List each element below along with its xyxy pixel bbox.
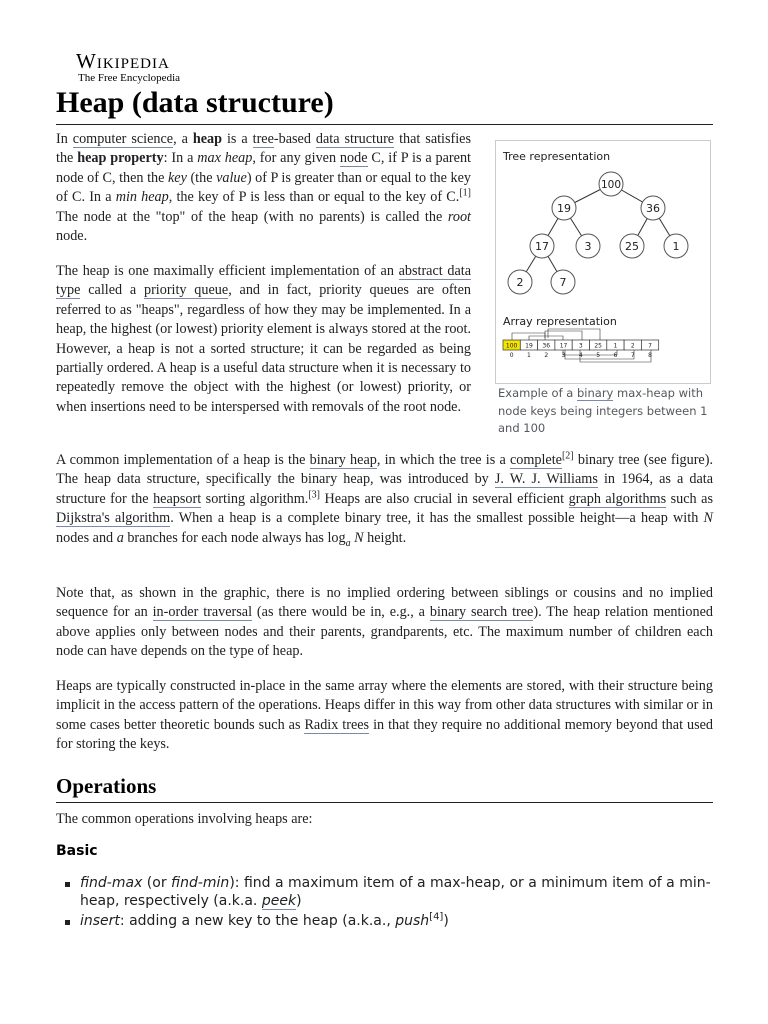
link-williams[interactable]: J. W. J. Williams <box>494 471 598 488</box>
tree-node-19 <box>552 196 576 220</box>
section-heading-operations: Operations <box>56 774 157 798</box>
array-index-2: 2 <box>544 352 549 359</box>
operations-intro: The common operations involving heaps are: <box>56 811 313 827</box>
citation-3[interactable]: [3] <box>308 489 320 501</box>
operations-list <box>80 875 713 934</box>
array-index-5: 5 <box>596 352 601 359</box>
intro-paragraph-2: The heap is one maximally efficient implementation of an abstract data type called a priority queue, and in fact, priority queues are often referred to as "heaps", regardless of how they may be implemented. In a heap, the highest (or lowest) priority element is always stored at the root. However, a heap is not a sorted structure; it can be regarded as being partially ordered. A heap is a useful data structure when it is necessary to repeatedly remove the object with the highest (or lowest) priority, or when insertions need to be interspersed with removals of the root node. <box>56 263 471 415</box>
tree-node-100 <box>599 172 623 196</box>
array-index-0: 0 <box>509 352 514 359</box>
subsection-heading-basic: Basic <box>56 843 98 859</box>
intro-paragraph-3: A common implementation of a heap is the binary heap, in which the tree is a complete[2] binary tree (see figure). The heap data structure, specifically the binary heap, was introduced by J. W. J. Williams in 1964, as a data structure for the heapsort sorting algorithm.[3] Heaps are also crucial in several efficient graph algorithms such as Dijkstra's algorithm. When a heap is a complete binary tree, it has the smallest possible height—a heap with N nodes and a branches for each node always has $\log_a N$ height. <box>56 450 714 549</box>
array-representation-label: Array representation <box>503 315 617 328</box>
array-index-8: 8 <box>648 352 652 359</box>
intro-paragraph-4: Note that, as shown in the graphic, there is no implied ordering between siblings or cousins and no implied sequence for an in-order traversal (as there would be in, e.g., a binary search tree). The heap relation mentioned above applies only between nodes and their parents, grandparents, etc. The maximum number of children each node can have depends on the type of heap. <box>56 585 713 660</box>
svg-text:25: 25 <box>625 240 639 253</box>
tree-node-3 <box>576 234 600 258</box>
section-divider <box>56 802 713 803</box>
wikipedia-logo[interactable] <box>76 50 180 85</box>
tree-node-2 <box>508 270 532 294</box>
array-value-3: 17 <box>559 342 568 350</box>
link-peek[interactable]: peek <box>261 892 297 909</box>
heap-figure[interactable] <box>495 140 711 384</box>
list-item: find-max (or find-min): find a maximum item of a max-heap, or a minimum item of a min-heap, respectively (a.k.a. peek) <box>80 875 713 910</box>
array-index-4: 4 <box>578 352 583 359</box>
link-binary-search-tree[interactable]: binary search tree <box>429 604 534 621</box>
link-complete[interactable]: complete <box>509 452 562 468</box>
link-graph-algorithms[interactable]: graph algorithms <box>568 490 667 507</box>
heap-diagram <box>496 141 710 383</box>
array-value-7: 2 <box>630 342 635 350</box>
link-heapsort[interactable]: heapsort <box>153 490 202 507</box>
svg-text:7: 7 <box>559 276 567 289</box>
array-value-8: 7 <box>648 342 652 350</box>
array-index-7: 7 <box>630 352 635 359</box>
tree-node-36 <box>641 196 665 220</box>
array-index-1: 1 <box>527 352 531 359</box>
link-node[interactable]: node <box>339 150 368 167</box>
link-abstract-data-type[interactable]: abstract data type <box>56 263 471 299</box>
array-value-2: 36 <box>542 342 551 350</box>
link-tree[interactable]: tree <box>252 131 274 147</box>
citation-4[interactable]: [4] <box>429 911 444 923</box>
link-binary-heap[interactable]: binary heap <box>309 452 377 468</box>
list-item: insert: adding a new key to the heap (a.k.a., push[4]) <box>80 913 713 931</box>
link-in-order-traversal[interactable]: in-order traversal <box>152 604 253 621</box>
svg-text:19: 19 <box>557 202 571 215</box>
intro-paragraph-1: In computer science, a heap is a tree-based data structure that satisfies the heap property: In a max heap, for any given node C, if P is a parent node of C, then the key (the value) of P is greater than or equal to the key of C. In a min heap, the key of P is less than or equal to the key of C.[1] The node at the "top" of the heap (with no parents) is called the root node. <box>56 131 472 245</box>
svg-text:100: 100 <box>600 179 622 191</box>
citation-1[interactable]: [1] <box>459 187 471 199</box>
array-index-6: 6 <box>613 352 618 359</box>
arrow-2-5 <box>563 350 617 355</box>
tree-node-7 <box>551 270 575 294</box>
link-computer-science[interactable]: computer science <box>72 131 174 147</box>
array-value-1: 19 <box>525 342 533 350</box>
array-value-4: 3 <box>578 342 583 350</box>
link-dijkstra[interactable]: Dijkstra's algorithm <box>56 510 171 527</box>
citation-2[interactable]: [2] <box>561 450 574 462</box>
tree-node-1 <box>664 234 688 258</box>
svg-text:36: 36 <box>646 202 660 215</box>
link-priority-queue[interactable]: priority queue <box>143 282 229 299</box>
tree-representation-label: Tree representation <box>503 150 611 163</box>
link-radix-trees[interactable]: Radix trees <box>304 716 370 733</box>
tree-node-17 <box>530 234 554 258</box>
page-title: Heap (data structure) <box>56 86 334 119</box>
svg-text:17: 17 <box>535 240 549 253</box>
arrow-1-3 <box>545 331 582 340</box>
svg-text:3: 3 <box>584 240 592 253</box>
array-index-3: 3 <box>561 352 566 359</box>
arrow-0-1 <box>512 333 545 340</box>
svg-text:1: 1 <box>672 240 680 253</box>
array-value-0: 100 <box>505 342 518 350</box>
title-divider <box>56 124 713 125</box>
tree-node-25 <box>620 234 644 258</box>
logo-wordmark: Wikipedia <box>76 49 170 73</box>
array-value-6: 1 <box>613 342 618 350</box>
arrow-0-2 <box>529 336 563 340</box>
logo-tagline: The Free Encyclopedia <box>78 72 181 84</box>
intro-paragraph-5: Heaps are typically constructed in-place in the same array where the elements are stored, with their structure being implicit in the access pattern of the operations. Heaps differ in this way from other data structures with similar or in some cases better theoretic bounds such as Radix trees in that they require no additional memory beyond that used for storing the keys. <box>56 678 713 753</box>
arrow-1-4 <box>548 329 600 340</box>
link-data-structure[interactable]: data structure <box>315 131 395 147</box>
svg-text:2: 2 <box>516 276 524 289</box>
array-value-5: 25 <box>594 342 602 350</box>
figure-caption: Example of a binary max-heap with node keys being integers between 1 and 100 <box>498 386 708 435</box>
link-binary[interactable]: binary <box>577 386 614 400</box>
